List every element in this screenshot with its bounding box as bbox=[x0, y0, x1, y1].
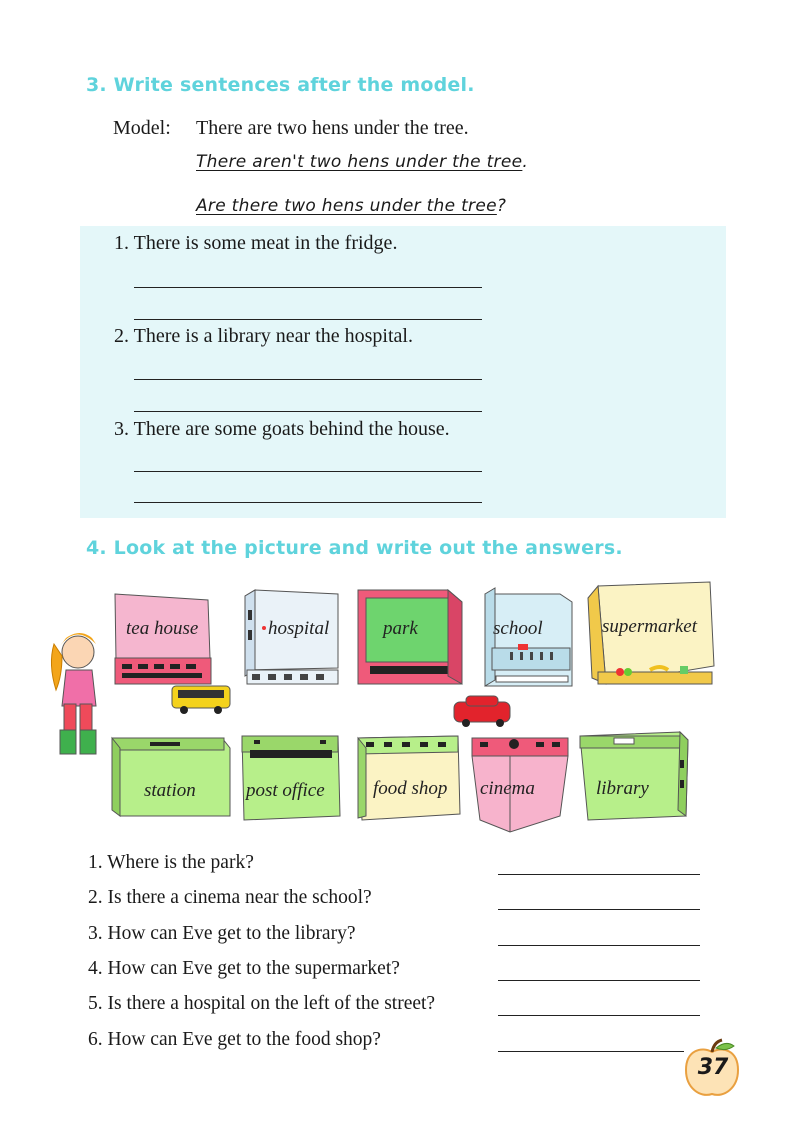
question-3: 3. How can Eve get to the library? bbox=[88, 923, 356, 944]
answer-line[interactable] bbox=[498, 874, 700, 875]
answer-line[interactable] bbox=[498, 909, 700, 910]
model-sentence: There are two hens under the tree. bbox=[196, 117, 469, 139]
exercise-panel bbox=[80, 226, 726, 518]
model-negative bbox=[196, 152, 528, 172]
model-negative-text: There aren't two hens under the tree bbox=[196, 152, 523, 172]
answer-line[interactable] bbox=[134, 379, 482, 380]
answer-line[interactable] bbox=[134, 411, 482, 412]
model-question-text: Are there two hens under the tree bbox=[196, 196, 497, 216]
building-label-school: school bbox=[493, 618, 543, 639]
question-4: 4. How can Eve get to the supermarket? bbox=[88, 958, 400, 979]
building-label-tea-house: tea house bbox=[126, 618, 199, 639]
answer-line[interactable] bbox=[134, 287, 482, 288]
street-scene bbox=[40, 580, 760, 840]
building-label-station: station bbox=[144, 780, 196, 801]
girl-illustration bbox=[51, 633, 96, 754]
answer-line[interactable] bbox=[498, 1051, 684, 1052]
answer-line[interactable] bbox=[498, 945, 700, 946]
building-label-cinema: cinema bbox=[480, 778, 535, 799]
model-label: Model: bbox=[113, 117, 171, 139]
question-6: 6. How can Eve get to the food shop? bbox=[88, 1029, 381, 1050]
question-5: 5. Is there a hospital on the left of the street? bbox=[88, 993, 436, 1014]
page-number: 37 bbox=[697, 1055, 729, 1080]
bus-illustration bbox=[172, 686, 230, 714]
exercise-item-2: 2. There is a library near the hospital. bbox=[114, 325, 413, 347]
answer-line[interactable] bbox=[134, 471, 482, 472]
section3-heading: 3. Write sentences after the model. bbox=[86, 74, 475, 96]
building-label-food-shop: food shop bbox=[373, 778, 448, 799]
building-label-supermarket: supermarket bbox=[602, 616, 697, 637]
building-label-post-office: post office bbox=[246, 780, 325, 801]
question-1: 1. Where is the park? bbox=[88, 852, 254, 873]
section4-heading: 4. Look at the picture and write out the answers. bbox=[86, 537, 623, 559]
exercise-item-1: 1. There is some meat in the fridge. bbox=[114, 232, 398, 254]
model-negative-period: . bbox=[522, 152, 529, 172]
answer-line[interactable] bbox=[498, 980, 700, 981]
car-illustration bbox=[454, 696, 510, 727]
answer-line[interactable] bbox=[134, 502, 482, 503]
model-question-mark: ? bbox=[496, 196, 507, 216]
post-office-illustration bbox=[242, 736, 340, 820]
answer-line[interactable] bbox=[134, 319, 482, 320]
building-label-park: park bbox=[383, 618, 418, 639]
exercise-item-3: 3. There are some goats behind the house. bbox=[114, 418, 450, 440]
station-illustration bbox=[112, 738, 230, 816]
building-label-library: library bbox=[596, 778, 649, 799]
library-illustration bbox=[580, 732, 688, 820]
question-2: 2. Is there a cinema near the school? bbox=[88, 887, 372, 908]
model-question bbox=[196, 196, 506, 216]
answer-line[interactable] bbox=[498, 1015, 700, 1016]
building-label-hospital: hospital bbox=[268, 618, 330, 639]
